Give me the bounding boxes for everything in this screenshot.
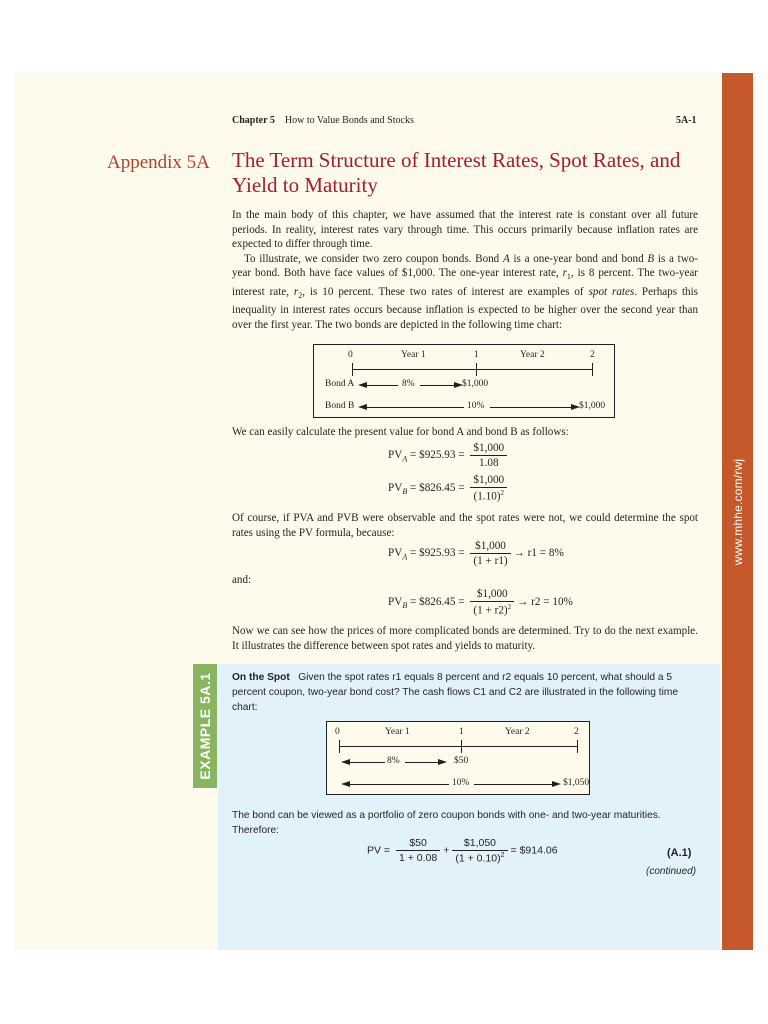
running-header [232,115,414,126]
intro-paragraph-2: To illustrate, we consider two zero coupon bonds. Bond A is a one-year bond and bond B is a two-year bond. Both have face values of $1,000. The one-year interest rate, $r_1$, is 8 percent. The two-year interest rate, $r_2$, is 10 percent. These two rates of interest are examples of spot rates. Perhaps this inequality in interest rates occurs because inflation is expected to be higher over the second year than over the first year. The two bonds are depicted in the following time chart: [232,252,699,331]
chapter-title: How to Value Bonds and Stocks [284,115,414,126]
equation-spot-r1: $PV_A$ = $925.93 = $\frac{\$1,000}{(1 + r1)}$ → r1 = 8% [388,540,564,567]
rate-b: 10% [452,778,470,788]
time-chart-coupon-bond [326,721,590,795]
cashflow-a: $1,000 [462,379,489,389]
equation-spot-r2: $PV_B$ = $826.45 = $\frac{\$1,000}{(1 + r2)^2}$ → r2 = 10% [388,588,573,617]
tick-label-0: 0 [335,727,340,737]
timeline-axis [339,746,577,747]
timeline-tick [592,363,593,376]
cashflow-b: $1,000 [579,401,606,411]
appendix-label: Appendix 5A [107,152,210,173]
tick-label-1: 1 [474,350,479,360]
time-chart-bonds [313,344,615,418]
year-label-2: Year 2 [520,350,545,360]
cashflow-c1: $50 [454,756,469,766]
year-label-1: Year 1 [401,350,426,360]
timeline-axis [352,369,592,370]
page-title: The Term Structure of Interest Rates, Spot Rates, and Yield to Maturity [232,148,681,197]
timeline-tick [577,740,578,753]
tick-label-0: 0 [348,350,353,360]
intro-text [232,208,698,332]
rate-a: 8% [387,756,400,766]
timeline-tick [352,363,353,376]
bond-b-label: Bond B [325,401,355,411]
now-text: Now we can see how the prices of more complicated bonds are determined. Try to do the next example. It illustrates the difference between spot rates and yields to maturity. [232,625,698,652]
year-label-2: Year 2 [505,727,530,737]
timeline-tick [476,363,477,376]
continued-label: (continued) [646,866,697,877]
rate-a: 8% [402,379,415,389]
tick-label-2: 2 [590,350,595,360]
timeline-tick [461,740,462,753]
equation-pv-b: $PV_B$ = $826.45 = $\frac{\$1,000}{(1.10)^2}$ [388,474,510,503]
example-tab-label: EXAMPLE 5A.1 [197,672,213,780]
timeline-tick [339,740,340,753]
tick-label-1: 1 [459,727,464,737]
portfolio-text: The bond can be viewed as a portfolio of zero coupon bonds with one- and two-year maturities. Therefore: [232,810,661,836]
example-text: Given the spot rates r1 equals 8 percent and r2 equals 10 percent, what should a 5 percent coupon, two-year bond cost? The cash flows C1 and C2 are illustrated in the following time chart: [232,672,679,713]
example-intro [232,670,698,715]
equation-label: (A.1) [667,847,692,859]
calc-intro: We can easily calculate the present value for bond A and bond B as follows: [232,426,569,438]
year-label-1: Year 1 [385,727,410,737]
of-course-text: Of course, if PVA and PVB were observable and the spot rates were not, we could determine the spot rates using the PV formula, because: [232,512,698,539]
equation-pv-a: $PV_A$ = $925.93 = $\frac{\$1,000}{1.08}$ [388,442,510,469]
tick-label-2: 2 [574,727,579,737]
bond-a-label: Bond A [325,379,355,389]
example-heading: On the Spot [232,672,290,683]
page-number: 5A-1 [676,115,697,126]
chapter-number: Chapter 5 [232,115,275,126]
equation-coupon-bond-pv: PV = $\frac{\$50}{1 + 0.08}$ + $\frac{\$1,050}{(1 + 0.10)^2}$ = $914.06 [367,837,558,865]
side-url: www.mhhe.com/rwj [731,458,745,566]
cashflow-c2: $1,050 [563,778,590,788]
and-text: and: [232,574,252,586]
intro-paragraph-1: In the main body of this chapter, we have assumed that the interest rate is constant over all future periods. In reality, interest rates vary through time. This occurs primarily because inflation rates are expected to differ through time. [232,209,698,250]
rate-b: 10% [467,401,485,411]
